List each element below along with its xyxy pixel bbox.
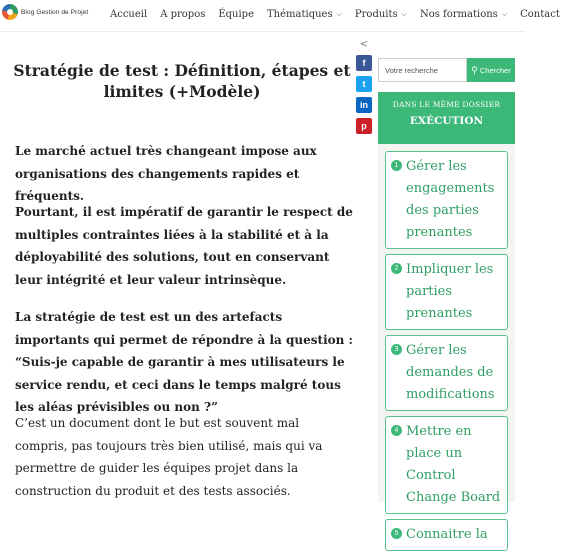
search-icon: ⚲ — [471, 64, 478, 75]
nav-item-equipe[interactable] — [218, 9, 254, 20]
dossier-list — [378, 144, 515, 551]
logo-icon — [2, 4, 18, 20]
nav-label: Accueil — [110, 9, 148, 20]
facebook-icon[interactable]: f — [356, 55, 372, 71]
nav-item-accueil[interactable] — [110, 9, 147, 20]
dossier-title[interactable]: EXÉCUTION — [409, 115, 484, 127]
item-number-badge: 2 — [391, 263, 402, 274]
dossier-item-link[interactable]: Mettre en place un Control Change Board — [406, 424, 501, 505]
pinterest-icon[interactable]: p — [356, 118, 372, 134]
nav-label: Équipe — [218, 9, 255, 20]
nav-item-thematiques[interactable] — [267, 9, 342, 20]
dossier-item-link[interactable]: Impliquer les parties prenantes — [406, 262, 494, 321]
dossier-item[interactable] — [385, 151, 508, 249]
item-number-badge: 3 — [391, 344, 402, 355]
dossier-header — [378, 92, 515, 144]
chevron-down-icon: ⌵ — [501, 10, 508, 18]
dossier-item-link[interactable]: Gérer les demandes de modifications — [406, 343, 495, 402]
item-number-badge: 4 — [391, 425, 402, 436]
search-button[interactable] — [467, 58, 515, 82]
nav-item-a-propos[interactable] — [160, 9, 205, 20]
share-bar — [356, 40, 372, 134]
nav-label: Contact — [520, 9, 560, 20]
nav-item-nos-formations[interactable] — [420, 9, 507, 20]
search-input[interactable] — [378, 58, 467, 82]
site-logo[interactable] — [2, 4, 88, 20]
share-icon: < — [359, 39, 369, 50]
twitter-icon[interactable]: t — [356, 76, 372, 92]
article-paragraph: Pourtant, il est impératif de garantir le respect de multiples contraintes liées à la stabilité et à la déployabilité des solutions, tout en conservant leur intégrité et leur valeur intrinsèque. — [15, 205, 353, 287]
site-header — [0, 0, 560, 32]
dossier-item[interactable] — [385, 254, 508, 330]
main-nav — [110, 9, 573, 20]
nav-item-produits[interactable] — [355, 9, 407, 20]
dossier-item-link[interactable]: Gérer les engagements des parties prenantes — [406, 159, 495, 240]
chevron-down-icon: ⌵ — [336, 10, 342, 18]
nav-label: Thématiques — [267, 9, 333, 20]
article-paragraph: Le marché actuel très changeant impose aux organisations des changements rapides et fréquents. — [15, 144, 317, 203]
item-number-badge: 5 — [391, 528, 402, 539]
search-button-label: Chercher — [479, 65, 511, 75]
dossier-item-link[interactable]: Connaitre la — [406, 527, 488, 542]
linkedin-icon[interactable]: in — [356, 97, 372, 113]
page-title: Stratégie de test : Définition, étapes et limites (+Modèle) — [13, 61, 351, 101]
article-paragraph: C’est un document dont le but est souvent mal compris, pas toujours très bien utilisé, mais qui va permettre de guider les équipes projet dans la construction du produit et des tests associés. — [15, 416, 323, 498]
nav-item-contact[interactable] — [520, 9, 560, 20]
item-number-badge: 1 — [391, 160, 402, 171]
dossier-item[interactable] — [385, 335, 508, 411]
dossier-label: DANS LE MÊME DOSSIER — [392, 100, 501, 109]
dossier-item[interactable] — [385, 416, 508, 514]
article-paragraph: La stratégie de test est un des artefacts importants qui permet de répondre à la question : “Suis-je capable de garantir à mes utilisateurs le service rendu, et ceci dans le temps malgré tous les aléas prévisibles ou non ?” — [15, 310, 353, 414]
dossier-item[interactable] — [385, 519, 508, 551]
logo-text: Blog Gestion de Projet — [21, 8, 89, 16]
chevron-down-icon: ⌵ — [401, 10, 407, 18]
related-dossier — [378, 92, 515, 542]
nav-label: A propos — [160, 9, 206, 20]
nav-label: Produits — [354, 9, 398, 20]
nav-label: Nos formations — [419, 9, 498, 20]
